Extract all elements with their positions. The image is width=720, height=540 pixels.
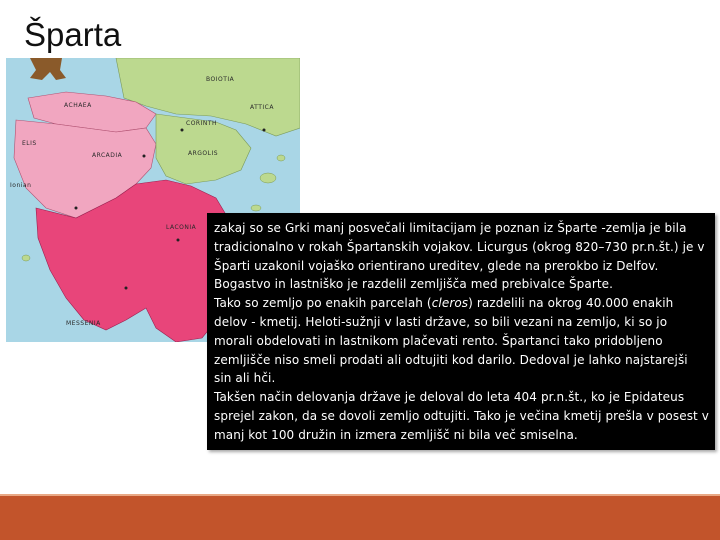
paragraph-text: Tako so zemljo po enakih parcelah ( — [214, 296, 432, 311]
map-region-label: BOIOTIA — [206, 76, 235, 83]
footer-bar — [0, 496, 720, 540]
paragraph — [214, 219, 709, 294]
map-region-label: ATTICA — [250, 104, 274, 111]
map-region-label: MESSENIA — [66, 320, 101, 327]
map-region-label: CORINTH — [186, 120, 218, 127]
map-sea-label: Ionian — [10, 182, 32, 189]
text-box-body — [214, 219, 709, 445]
text-box — [207, 213, 715, 450]
paragraph-text: ) razdelili na okrog 40.000 enakih delov - kmetij. Heloti-sužnji v lasti države, so bili vezani na zemljo, ki so jo morali obdelovati in lastnikom plačevati rento. Špartanci tako pridobljeno zemljišče niso smeli prodati ali odtujiti kod darilo. Dedoval je lahko najstarejši sin ali hči. — [214, 296, 688, 386]
paragraph — [214, 388, 709, 444]
map-region-label: ELIS — [22, 140, 37, 147]
paragraph — [214, 294, 709, 388]
map-region-label: LACONIA — [166, 224, 197, 231]
map-region-label: ARCADIA — [92, 152, 123, 159]
paragraph-text: Takšen način delovanja države je deloval do leta 404 pr.n.št., ko je Epidateus sprejel zakon, da se dovoli zemljo odtujiti. Tako je večina kmetij prešla v posest v manj kot 100 družin in izmera zemljišč ni bila več smiselna. — [214, 390, 709, 442]
paragraph-italic-term: cleros — [431, 296, 469, 311]
page-title: Šparta — [24, 16, 122, 53]
map-region-label: ARGOLIS — [188, 150, 219, 157]
map-region-label: ACHAEA — [64, 102, 92, 109]
paragraph-text: zakaj so se Grki manj posvečali limitacijam je poznan iz Šparte -zemlja je bila tradicionalno v rokah Špartanskih vojakov. Licurgus (okrog 820–730 pr.n.št.) je v Šparti uzakonil vojaško orientirano ureditev, glede na prerokbo iz Delfov. Bogastvo in lastniško je razdelil zemljišča med prebivalce Šparte. — [214, 221, 705, 292]
